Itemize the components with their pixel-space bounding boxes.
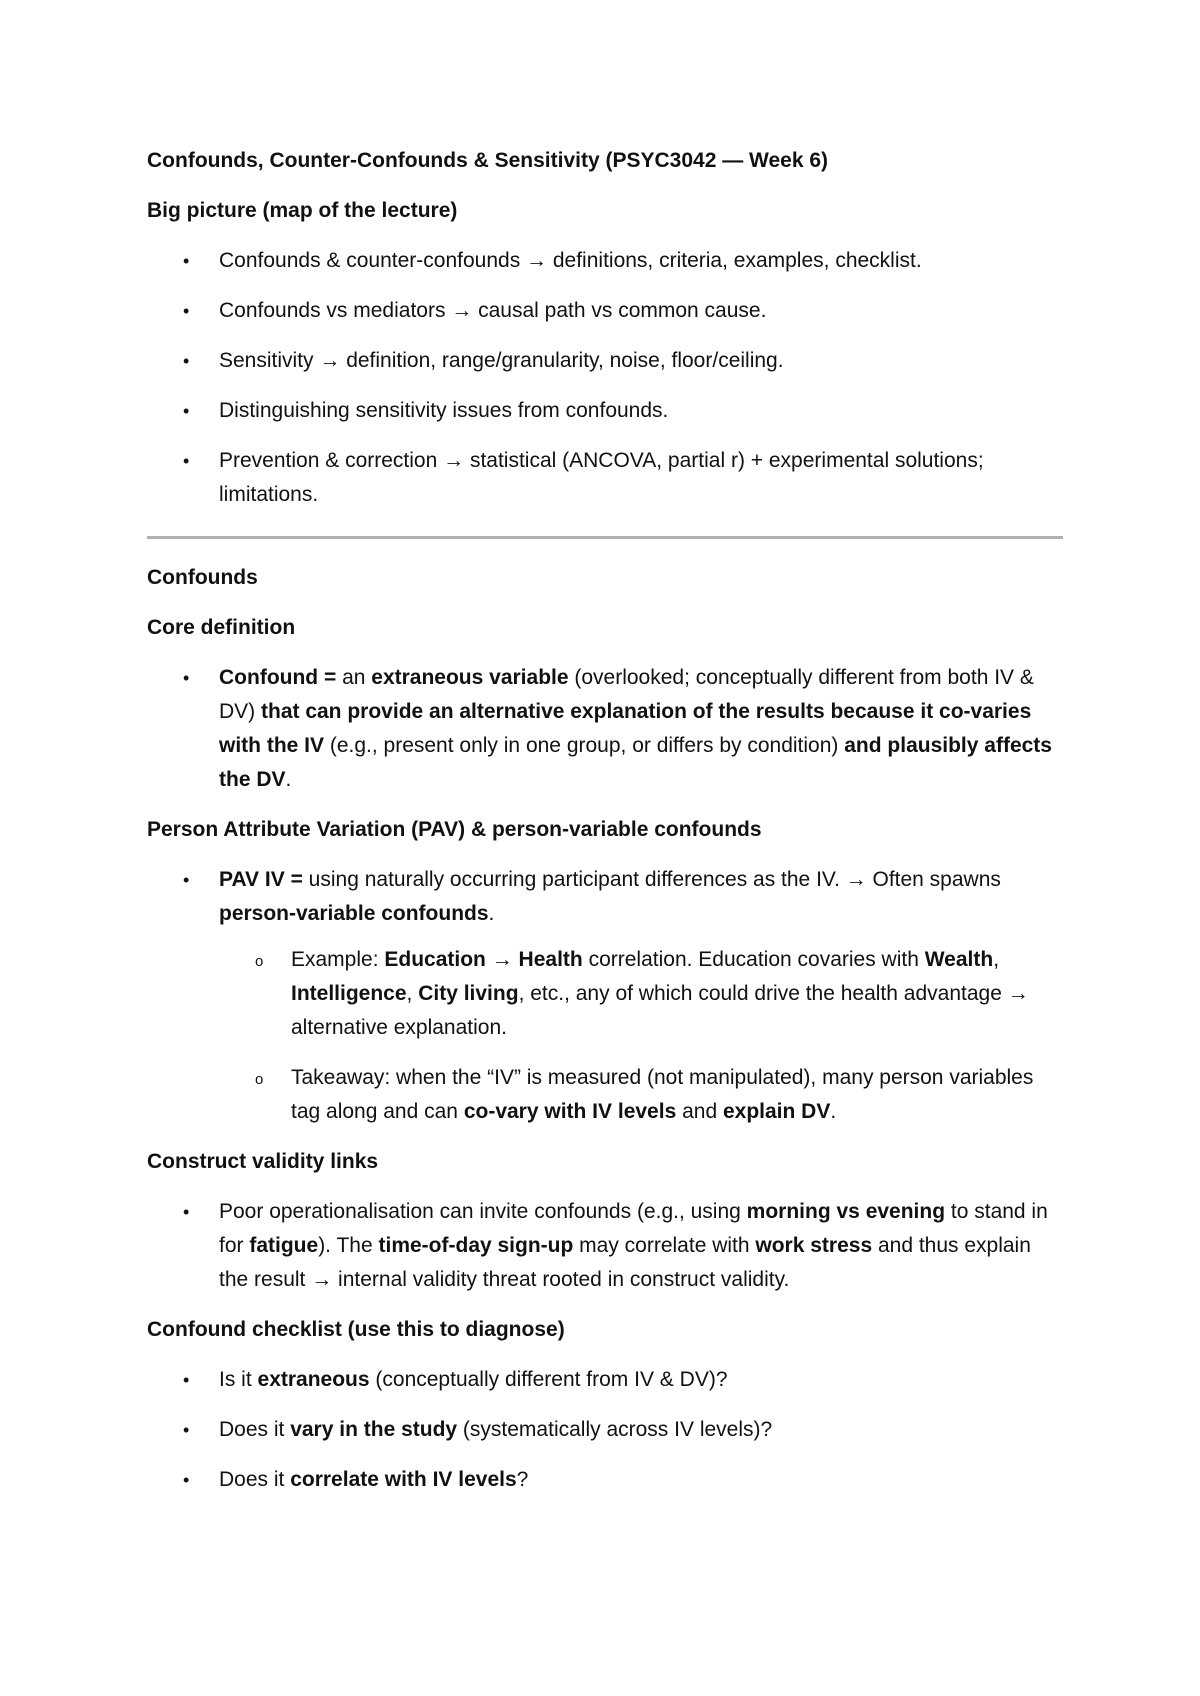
bold-text: Wealth xyxy=(924,948,994,971)
text: using naturally occurring participant differences as the IV. → Often spawns xyxy=(302,868,1001,891)
list-item xyxy=(147,1463,1063,1497)
text: Takeaway: when the “IV” is measured (not manipulated), many person variables tag along and can xyxy=(291,1066,1034,1123)
bold-text: person-variable confounds xyxy=(219,902,489,925)
bold-text: that can provide an alternative explanation of the results because it co-varies with the IV xyxy=(219,700,1032,757)
list-item: • Distinguishing sensitivity issues from confounds. xyxy=(147,394,1063,428)
bold-text: fatigue xyxy=(249,1234,319,1257)
horizontal-divider xyxy=(147,536,1063,539)
text: Does it xyxy=(219,1418,291,1441)
text: , xyxy=(406,982,419,1005)
document-title: Confounds, Counter-Confounds & Sensitivity (PSYC3042 — Week 6) xyxy=(147,149,829,172)
bold-text: City living xyxy=(418,982,519,1005)
list-item xyxy=(147,661,1063,797)
bold-text: extraneous variable xyxy=(371,666,569,689)
text: and thus explain the result → internal validity threat rooted in construct validity. xyxy=(219,1234,1031,1291)
construct-validity-list xyxy=(147,1195,1063,1297)
list-item xyxy=(147,1363,1063,1397)
bold-text: time-of-day sign-up xyxy=(378,1234,574,1257)
pav-heading: Person Attribute Variation (PAV) & person-variable confounds xyxy=(147,818,762,841)
list-item: • Prevention & correction → statistical (ANCOVA, partial r) + experimental solutions; limitations. xyxy=(147,444,1063,512)
text: , etc., any of which could drive the health advantage → alternative explanation. xyxy=(291,982,1029,1039)
bold-text: morning vs evening xyxy=(746,1200,946,1223)
confounds-heading: Confounds xyxy=(147,566,258,589)
big-picture-heading: Big picture (map of the lecture) xyxy=(147,199,458,222)
bold-text: Intelligence xyxy=(291,982,407,1005)
sub-list-item xyxy=(219,1061,1063,1129)
bold-text: and plausibly affects the DV xyxy=(219,734,1052,791)
pav-sublist xyxy=(219,943,1063,1129)
list-item: • Confounds vs mediators → causal path vs common cause. xyxy=(147,294,1063,328)
text: Does it xyxy=(219,1468,291,1491)
bold-text: vary in the study xyxy=(290,1418,458,1441)
pav-list xyxy=(147,863,1063,1129)
list-item: • Confounds & counter-confounds → definitions, criteria, examples, checklist. xyxy=(147,244,1063,278)
document-content xyxy=(147,144,1063,1513)
text: . xyxy=(830,1100,837,1123)
bold-text: Confound = xyxy=(219,666,337,689)
text: . xyxy=(488,902,495,925)
bold-text: extraneous xyxy=(257,1368,370,1391)
text: may correlate with xyxy=(573,1234,756,1257)
text: to stand in for xyxy=(219,1200,1048,1257)
bold-text: work stress xyxy=(755,1234,873,1257)
text: ). The xyxy=(318,1234,379,1257)
text: (e.g., present only in one group, or differs by condition) xyxy=(324,734,845,757)
bold-text: explain DV xyxy=(722,1100,831,1123)
core-definition-heading: Core definition xyxy=(147,616,296,639)
bold-text: correlate with IV levels xyxy=(290,1468,517,1491)
text: Example: xyxy=(291,948,385,971)
core-definition-list xyxy=(147,661,1063,797)
text: (overlooked; conceptually different from both IV & DV) xyxy=(219,666,1034,723)
text: and xyxy=(676,1100,723,1123)
construct-validity-heading: Construct validity links xyxy=(147,1150,379,1173)
bold-text: PAV IV = xyxy=(219,868,303,891)
text: correlation. Education covaries with xyxy=(582,948,925,971)
checklist-heading: Confound checklist (use this to diagnose) xyxy=(147,1318,565,1341)
bold-text: Education → Health xyxy=(384,948,583,971)
checklist-list xyxy=(147,1363,1063,1497)
sub-list-item xyxy=(219,943,1063,1045)
bold-text: co-vary with IV levels xyxy=(463,1100,677,1123)
text: (systematically across IV levels)? xyxy=(457,1418,773,1441)
text: ? xyxy=(516,1468,529,1491)
text: (conceptually different from IV & DV)? xyxy=(369,1368,728,1391)
text: Is it xyxy=(219,1368,258,1391)
text: an xyxy=(336,666,372,689)
text: . xyxy=(285,768,292,791)
list-item: • Sensitivity → definition, range/granularity, noise, floor/ceiling. xyxy=(147,344,1063,378)
list-item xyxy=(147,1195,1063,1297)
text: , xyxy=(993,948,1000,971)
list-item xyxy=(147,1413,1063,1447)
list-item xyxy=(147,863,1063,1129)
text: Poor operationalisation can invite confounds (e.g., using xyxy=(219,1200,747,1223)
big-picture-list xyxy=(147,244,1063,512)
